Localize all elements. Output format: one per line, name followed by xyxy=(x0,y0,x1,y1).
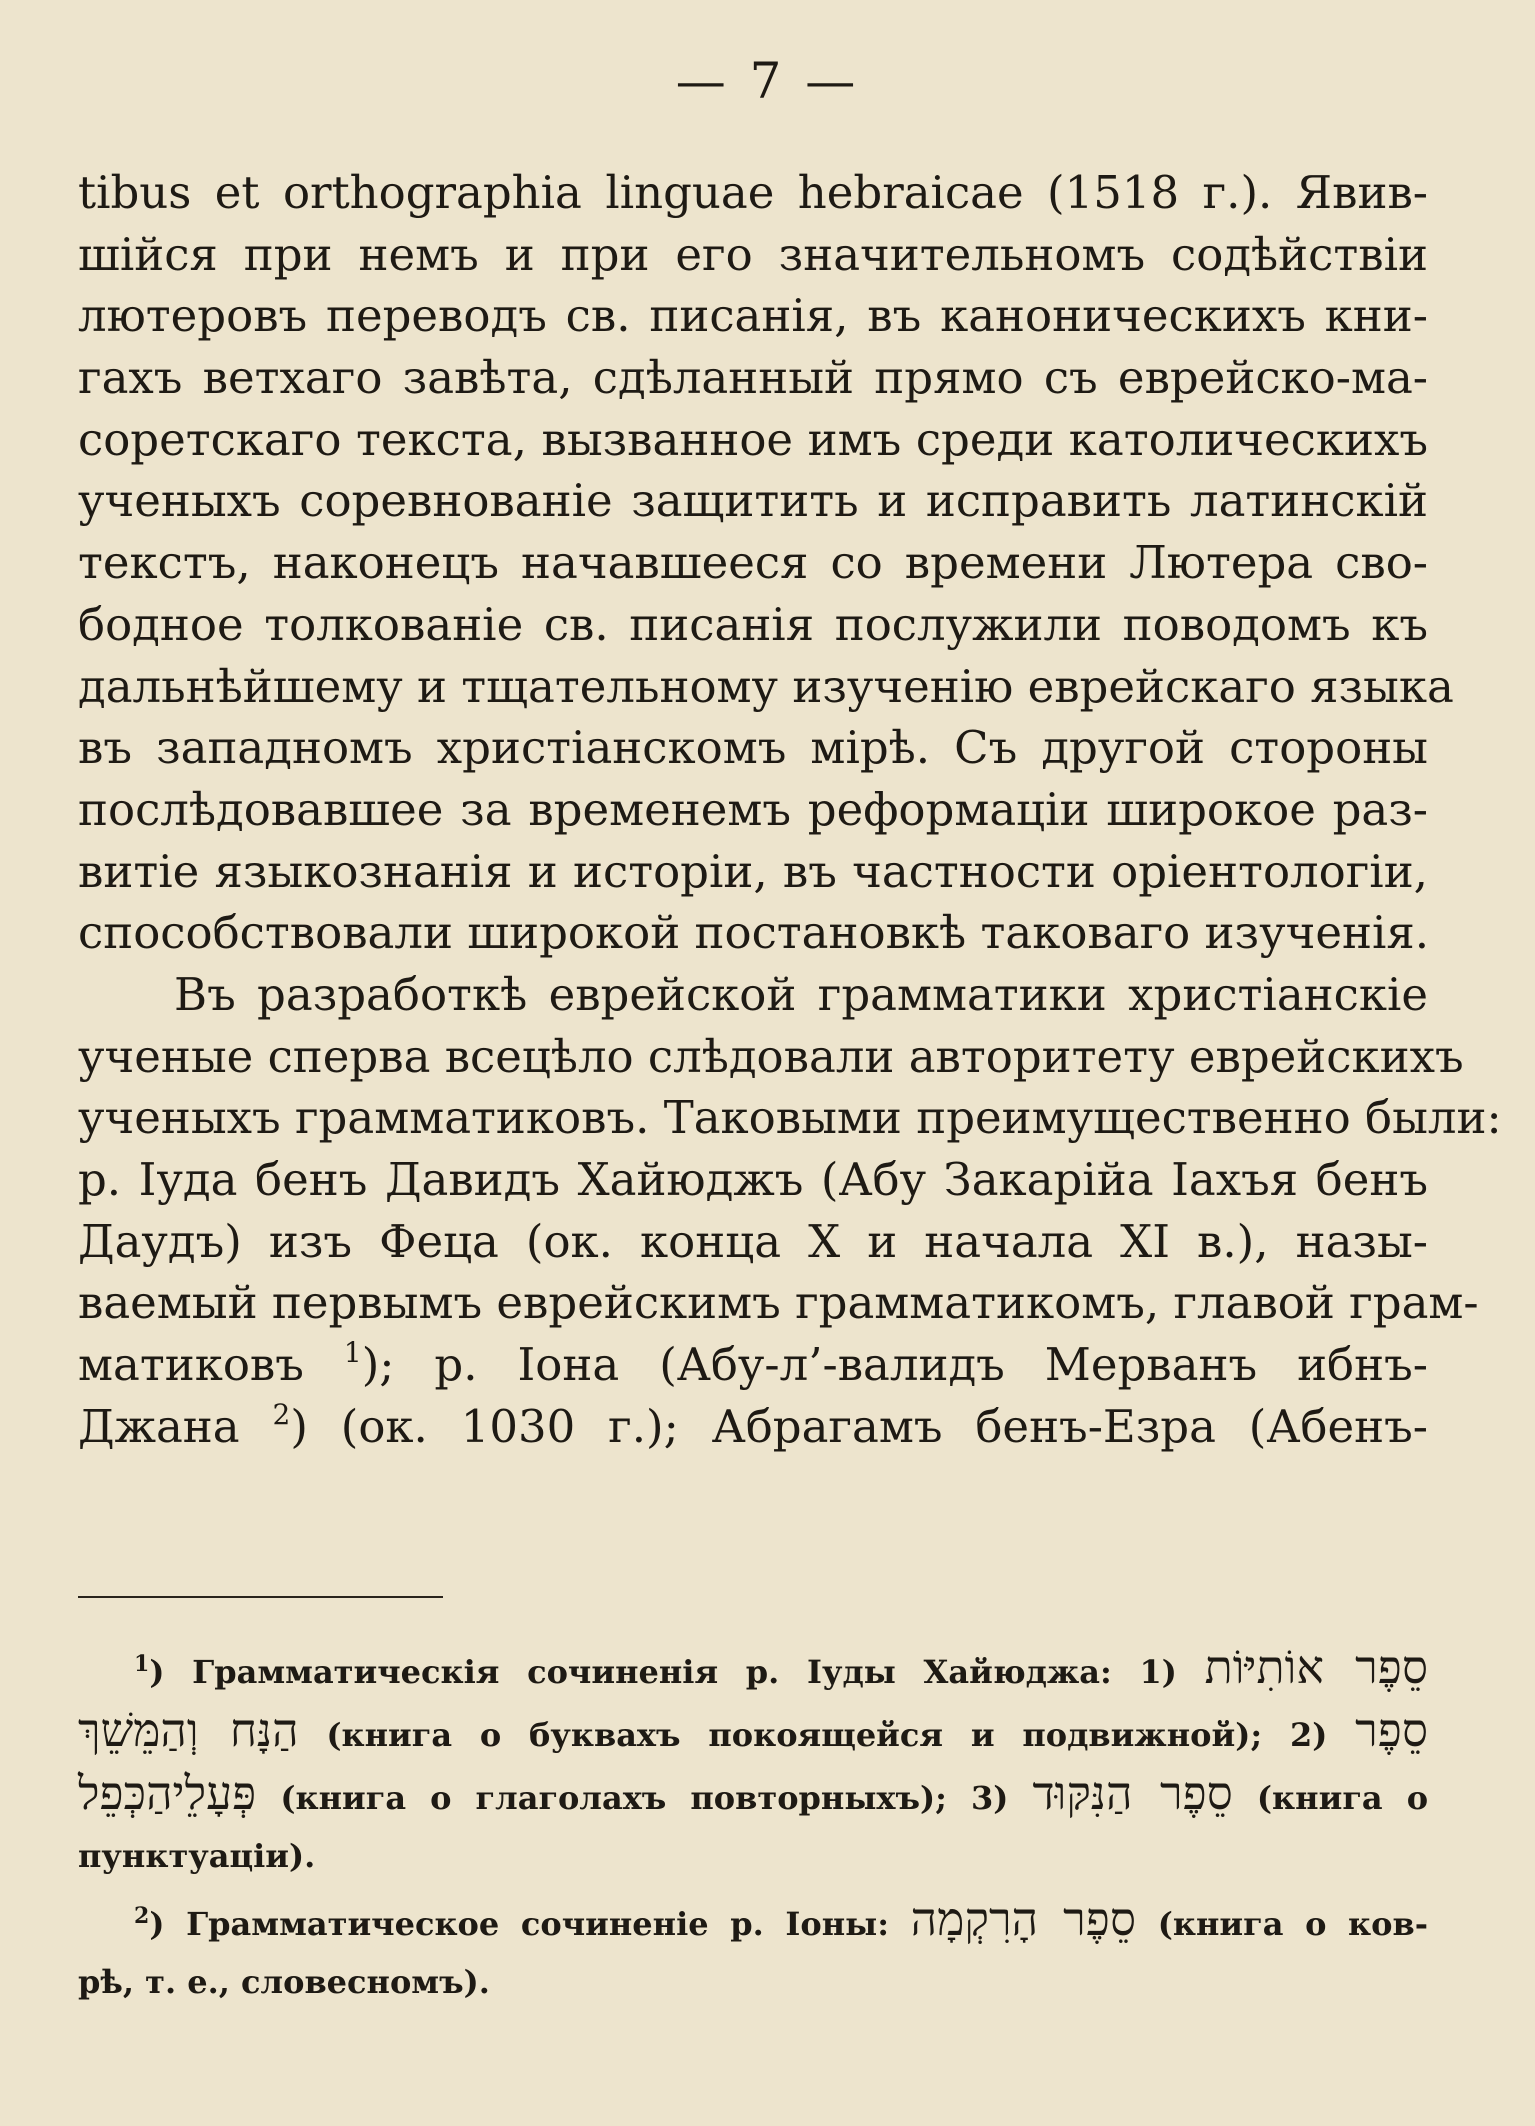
text-line: Въ разработкѣ еврейской грамматики христіанскіе xyxy=(174,967,1428,1021)
footnote-ref-2: 2 xyxy=(272,1397,291,1431)
footnote-marker: 2 xyxy=(134,1903,150,1929)
text-segment: ) (ок. 1030 г.); Абрагамъ бенъ-Езра (Абенъ- xyxy=(290,1399,1428,1453)
footnote-1-line: пунктуаціи). xyxy=(78,1837,316,1875)
text-line: лютеровъ переводъ св. писанія, въ каноническихъ кни- xyxy=(78,289,1428,343)
footnote-text: ) Грамматическія сочиненія р. Іуды Хайюджа: 1) xyxy=(149,1653,1177,1691)
text-line: дальнѣйшему и тщательному изученію еврейскаго языка xyxy=(78,659,1454,713)
text-line: соретскаго текста, вызванное имъ среди католическихъ xyxy=(78,412,1428,466)
text-line: шійся при немъ и при его значительномъ содѣйствіи xyxy=(78,227,1428,281)
text-line: бодное толкованіе св. писанія послужили поводомъ къ xyxy=(78,597,1428,651)
text-line xyxy=(78,1396,1428,1458)
footnote-2-line xyxy=(78,1888,1428,1951)
hebrew-title: סֵפֶר אוֹתִיּוֹת xyxy=(1204,1640,1429,1694)
text-line: Даудъ) изъ Феца (ок. конца X и начала XI в.), назы- xyxy=(78,1214,1428,1268)
main-text xyxy=(78,162,1502,1457)
hebrew-title: סֵפֶר הַנִּקּוּד xyxy=(1032,1766,1233,1820)
footnote-text: ) Грамматическое сочиненіе р. Іоны: xyxy=(149,1905,890,1943)
hebrew-title: פְּעָלֵיהַכְּפֵל xyxy=(78,1766,257,1820)
text-line: гахъ ветхаго завѣта, сдѣланный прямо съ еврейско-ма- xyxy=(78,351,1428,405)
text-line: ученыхъ грамматиковъ. Таковыми преимущественно были: xyxy=(78,1091,1502,1145)
text-line: способствовали широкой постановкѣ таковаго изученія. xyxy=(78,906,1430,960)
hebrew-title: סֵפֶר xyxy=(1355,1703,1428,1757)
footnote-1-line xyxy=(78,1699,1428,1762)
text-line: ученые сперва всецѣло слѣдовали авторитету еврейскихъ xyxy=(78,1029,1464,1083)
text-segment: матиковъ xyxy=(78,1338,344,1392)
footnote-text: (книга о xyxy=(1256,1779,1429,1817)
footnote-marker: 1 xyxy=(134,1651,150,1677)
text-line: р. Іуда бенъ Давидъ Хайюджъ (Абу Закарійа Іахъя бенъ xyxy=(78,1153,1428,1206)
text-segment: Джана xyxy=(78,1399,273,1453)
footnote-1-line xyxy=(78,1636,1428,1699)
footnotes xyxy=(78,1636,1428,2014)
footnote-divider xyxy=(78,1596,443,1598)
page-number: — 7 — xyxy=(675,52,860,110)
text-line: послѣдовавшее за временемъ реформаціи широкое раз- xyxy=(78,782,1428,836)
footnote-2-line: рѣ, т. е., словесномъ). xyxy=(78,1963,490,2001)
text-line: ученыхъ соревнованіе защитить и исправить латинскій xyxy=(78,474,1428,528)
footnote-1-line xyxy=(78,1762,1428,1825)
text-line: въ западномъ христіанскомъ мірѣ. Съ другой стороны xyxy=(78,721,1428,775)
text-line: витіе языкознанія и исторіи, въ частности оріентологіи, xyxy=(78,844,1428,898)
text-line: текстъ, наконецъ начавшееся со времени Лютера сво- xyxy=(78,536,1428,590)
footnote-text: (книга о ков- xyxy=(1157,1905,1429,1943)
text-line: tibus et orthographia linguae hebraicae (1518 г.). Явив- xyxy=(78,166,1428,219)
text-line xyxy=(78,1334,1428,1396)
footnote-text: (книга о глаголахъ повторныхъ); 3) xyxy=(280,1779,1009,1817)
text-segment: ); р. Іона (Абу-л’-валидъ Мерванъ ибнъ- xyxy=(361,1338,1428,1392)
footnote-text: (книга о буквахъ покоящейся и подвижной); 2) xyxy=(326,1716,1328,1754)
hebrew-title: הַנָּח וְהַמֵּשֵׁךְ xyxy=(78,1703,299,1757)
text-line: ваемый первымъ еврейскимъ грамматикомъ, главой грам- xyxy=(78,1276,1479,1330)
footnote-ref-1: 1 xyxy=(343,1336,362,1370)
hebrew-title: סֵפֶר הָרִקְמָה xyxy=(910,1892,1137,1946)
